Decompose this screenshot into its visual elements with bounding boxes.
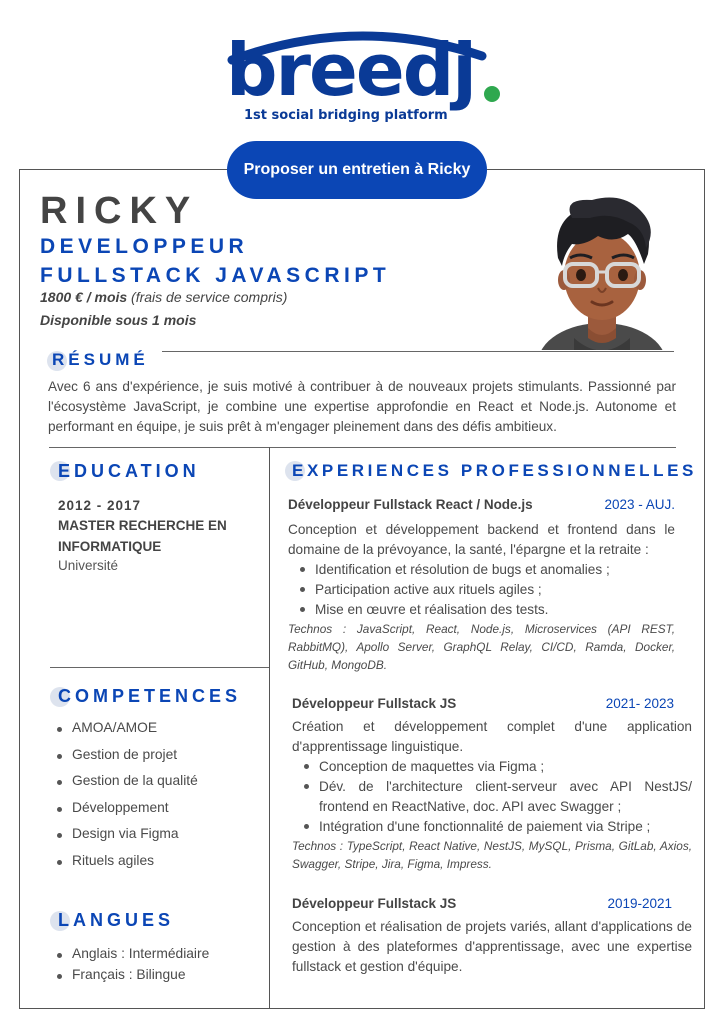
breedj-logo [0,18,724,128]
bullet-icon [57,974,62,979]
bullet-icon [57,780,62,785]
bullet-icon [300,567,305,572]
job-entry [292,896,692,977]
skill-label: Développement [72,799,169,815]
bullet-icon [300,587,305,592]
job-description: Création et développement complet d'une application d'apprentissage linguistique. [292,719,692,754]
list-item [298,560,675,580]
skill-label: Rituels agiles [72,852,155,868]
logo-tagline: 1st social bridging platform [244,108,448,123]
rate-amount: 1800 € / mois [40,289,128,305]
language-label: Anglais : Intermédiaire [72,946,210,961]
column-divider [269,447,270,1009]
job-bullet-text: Conception de maquettes via Figma ; [319,759,545,774]
list-item [55,800,198,827]
job-dates: 2021- 2023 [605,696,674,711]
summary-title: RÉSUMÉ [52,350,149,369]
job-bullet-text: Mise en œuvre et réalisation des tests. [315,602,549,617]
rate-note: (frais de service compris) [127,289,288,305]
job-bullets [302,757,692,837]
list-item [298,580,675,600]
list-item [55,946,209,967]
job-bullet-text: Intégration d'une fonctionnalité de paiement via Stripe ; [319,819,651,834]
list-item [55,853,198,880]
languages-list [55,946,209,988]
job-description: Conception et réalisation de projets variés, allant d'applications de gestion à des plateformes d'apprentissage, avec une expertise fullstack et gestion d'équipe. [292,919,692,974]
job-bullet-text: Dév. de l'architecture client-serveur avec API NestJS/ frontend en ReactNative, doc. API avec Swagger ; [319,779,692,814]
list-item [298,600,675,620]
bullet-icon [300,607,305,612]
list-item [302,777,692,817]
list-item [302,757,692,777]
bullet-icon [57,727,62,732]
bullet-icon [304,764,309,769]
rate [40,289,287,305]
logo-green-dot [484,86,500,102]
job-entry [288,497,675,674]
job-bullet-text: Participation active aux rituels agiles ; [315,582,542,597]
education-school: Université [58,558,119,573]
education-title: EDUCATION [58,461,200,481]
job-dates: 2019-2021 [607,896,672,911]
list-item [55,967,209,988]
languages-title: LANGUES [58,910,175,930]
candidate-name: RICKY [40,190,199,232]
job-title: Développeur Fullstack JS [292,896,457,911]
skills-title: COMPETENCES [58,686,242,706]
job-tech: Technos : TypeScript, React Native, NestJS, MySQL, Prisma, GitLab, Axios, Swagger, Stripe, Jira, Figma, Impress. [292,839,692,871]
bullet-icon [57,953,62,958]
availability: Disponible sous 1 mois [40,312,197,328]
logo-wordmark: breedj [226,28,475,112]
job-bullet-text: Identification et résolution de bugs et anomalies ; [315,562,610,577]
bullet-icon [304,824,309,829]
list-item [55,720,198,747]
role-line-1: DEVELOPPEUR [40,235,249,258]
list-item [55,773,198,800]
role-line-2: FULLSTACK JAVASCRIPT [40,264,391,287]
skill-label: Design via Figma [72,826,179,841]
skill-label: AMOA/AMOE [72,720,158,735]
job-title: Développeur Fullstack JS [292,696,457,711]
bullet-icon [57,833,62,838]
education-divider [50,667,269,668]
education-years: 2012 - 2017 [58,498,142,513]
summary-text: Avec 6 ans d'expérience, je suis motivé à contribuer à de nouveaux projets stimulants. Passionné par l'écosystème JavaScript, je combine une expertise approfondie en React et Node.js. Autonome et performant en équipe, je suis prêt à m'engager pleinement dans des défis ambitieux. [48,379,676,434]
skill-label: Gestion de la qualité [72,773,198,788]
job-dates: 2023 - AUJ. [604,497,675,512]
summary-top-divider [162,351,674,352]
skill-label: Gestion de projet [72,746,178,762]
bullet-icon [57,860,62,865]
summary-bottom-divider [49,447,676,448]
bullet-icon [57,754,62,759]
education-degree: MASTER RECHERCHE EN INFORMATIQUE [58,518,227,554]
job-tech: Technos : JavaScript, React, Node.js, Microservices (API REST, RabbitMQ), Apollo Server, GraphQL Relay, CI/CD, Ramda, Docker, GitHub, MongoDB. [288,622,675,672]
experience-title: EXPERIENCES PROFESSIONNELLES [292,461,697,480]
skills-list [55,720,198,879]
candidate-role [40,232,390,290]
job-description: Conception et développement backend et frontend dans le domaine de la prévoyance, la santé, l'épargne et la retraite : [288,522,675,557]
list-item [55,747,198,774]
list-item [302,817,692,837]
propose-interview-button[interactable]: Proposer un entretien à Ricky [227,141,487,199]
developer-avatar-icon [532,188,672,370]
language-label: Français : Bilingue [72,967,186,982]
list-item [55,826,198,853]
job-title: Développeur Fullstack React / Node.js [288,497,533,512]
job-bullets [298,560,675,620]
bullet-icon [57,807,62,812]
bullet-icon [304,784,309,789]
job-entry [292,696,692,873]
